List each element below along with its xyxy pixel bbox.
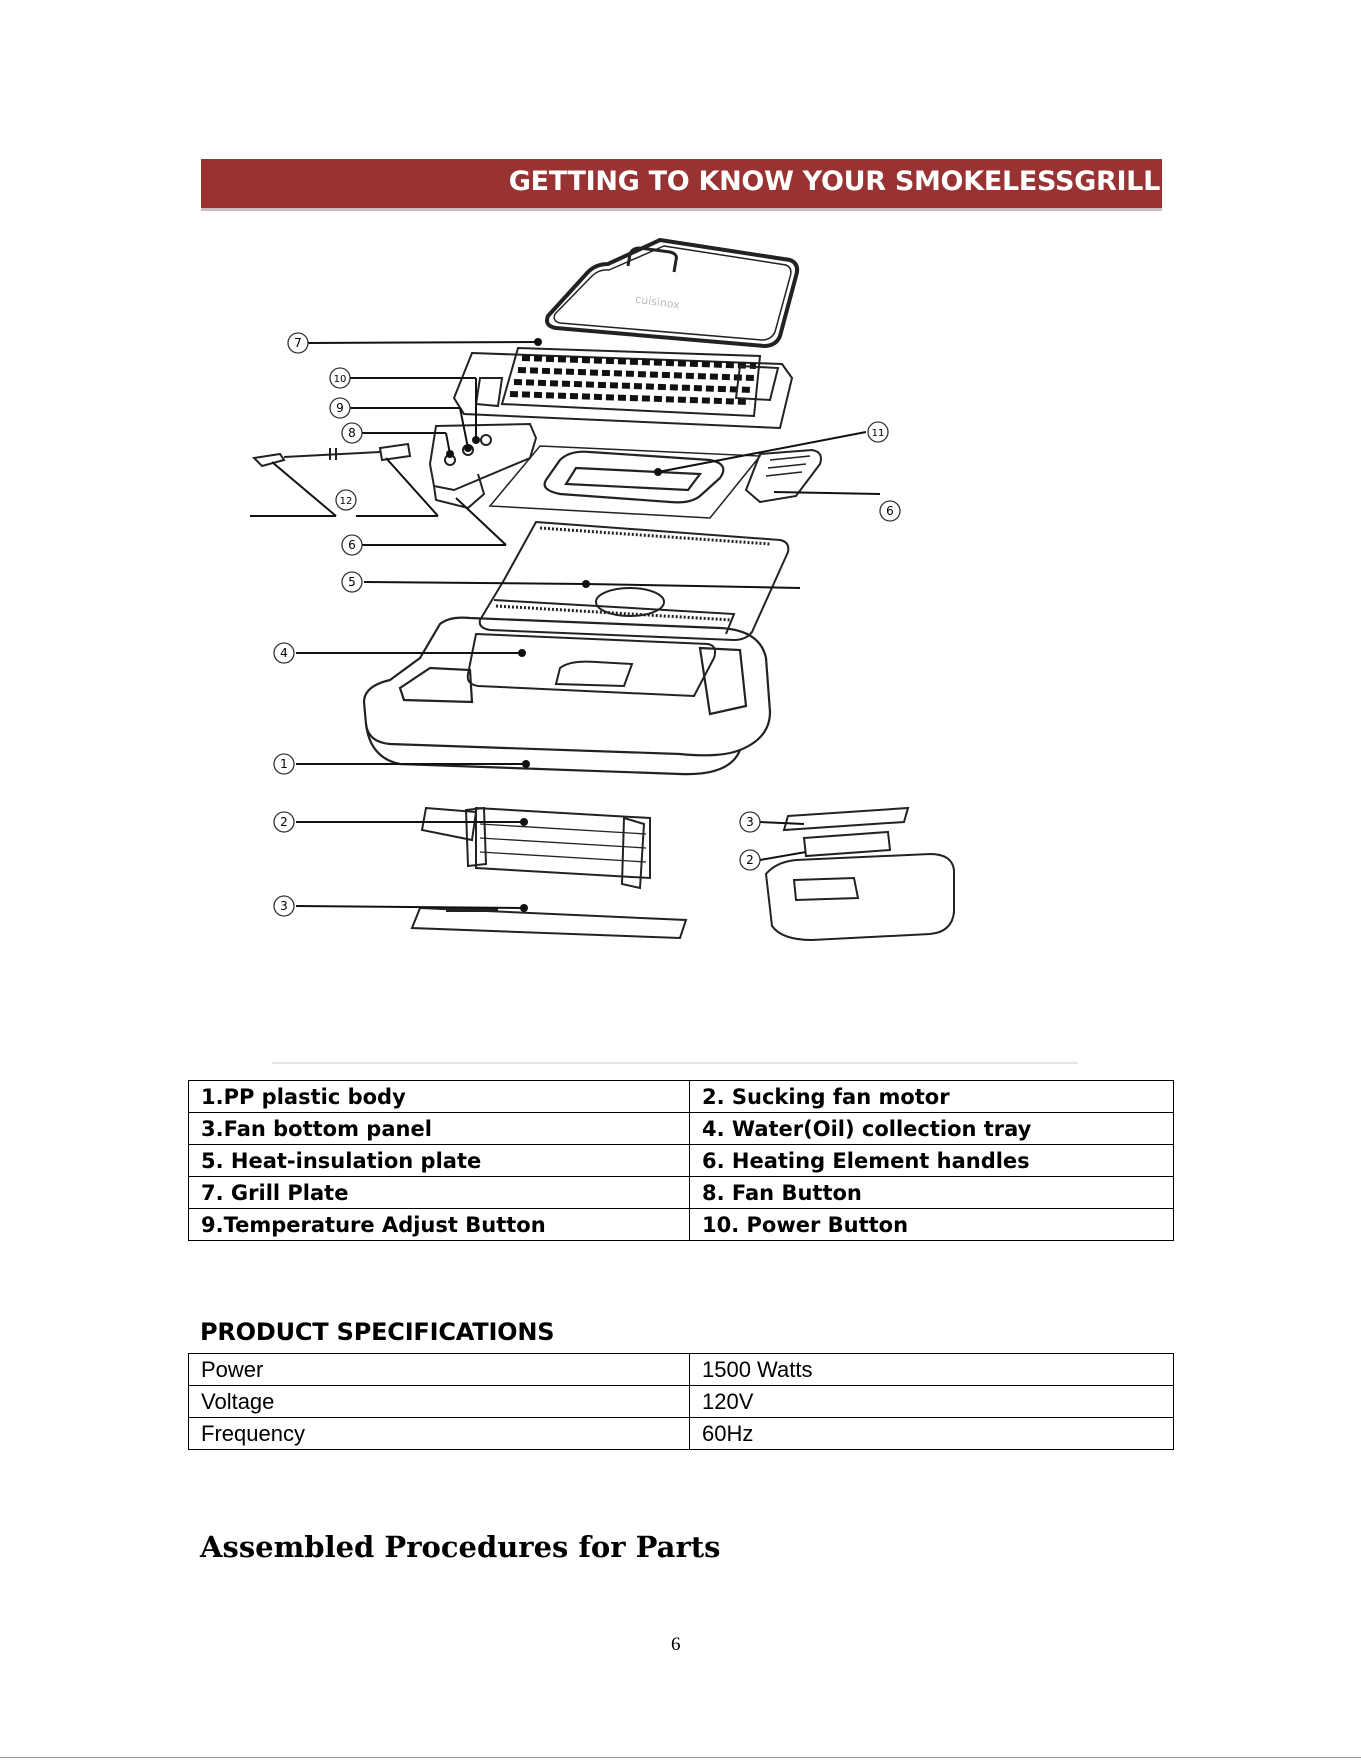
callout-11 <box>868 422 888 442</box>
callout-8 <box>342 423 362 443</box>
table-row <box>189 1177 1174 1209</box>
svg-text:11: 11 <box>871 428 885 439</box>
section-banner <box>201 159 1162 208</box>
table-cell: 2. Sucking fan motor <box>690 1081 1174 1113</box>
exploded-parts-diagram <box>240 228 1120 1068</box>
table-cell: 1.PP plastic body <box>189 1081 690 1113</box>
assembled-base-view <box>766 808 954 940</box>
callout-3-right <box>740 812 760 832</box>
callout-9 <box>330 398 350 418</box>
fan-motor <box>422 808 650 888</box>
callout-2-right <box>740 850 760 870</box>
oil-collection-tray <box>468 634 715 696</box>
plastic-body <box>364 618 770 775</box>
svg-text:6: 6 <box>886 504 894 518</box>
table-cell: 120V <box>690 1386 1174 1418</box>
table-row <box>189 1081 1174 1113</box>
callout-6-left <box>342 535 362 555</box>
table-row <box>189 1418 1174 1450</box>
heating-element <box>490 446 760 518</box>
callout-2-left <box>274 812 294 832</box>
table-row <box>189 1386 1174 1418</box>
callout-12 <box>336 490 356 510</box>
table-cell: 8. Fan Button <box>690 1177 1174 1209</box>
svg-text:10: 10 <box>333 374 347 385</box>
lid-logo: cuisinox <box>634 292 681 312</box>
svg-text:3: 3 <box>746 815 754 829</box>
table-row <box>189 1145 1174 1177</box>
table-cell: 60Hz <box>690 1418 1174 1450</box>
table-cell: 9.Temperature Adjust Button <box>189 1209 690 1241</box>
page-number: 6 <box>671 1634 681 1655</box>
callout-7 <box>288 333 308 353</box>
table-cell: Power <box>189 1354 690 1386</box>
svg-text:9: 9 <box>336 401 344 415</box>
callout-10 <box>330 368 350 388</box>
glass-lid <box>547 240 797 346</box>
table-row <box>189 1354 1174 1386</box>
svg-text:4: 4 <box>280 646 288 660</box>
table-cell: Voltage <box>189 1386 690 1418</box>
svg-text:3: 3 <box>280 899 288 913</box>
page-bottom-rule <box>0 1757 1361 1758</box>
callout-1 <box>274 754 294 774</box>
table-cell: 3.Fan bottom panel <box>189 1113 690 1145</box>
table-cell: 1500 Watts <box>690 1354 1174 1386</box>
svg-text:2: 2 <box>280 815 288 829</box>
section-title: GETTING TO KNOW YOUR SMOKELESSGRILL <box>508 166 1160 197</box>
svg-text:1: 1 <box>280 757 288 771</box>
table-cell: 6. Heating Element handles <box>690 1145 1174 1177</box>
heat-insulation-plate <box>480 522 789 640</box>
svg-text:2: 2 <box>746 853 754 867</box>
table-cell: 10. Power Button <box>690 1209 1174 1241</box>
callout-5 <box>342 572 362 592</box>
parts-table <box>188 1080 1174 1241</box>
svg-text:7: 7 <box>294 336 302 350</box>
table-row <box>189 1209 1174 1241</box>
table-cell: 4. Water(Oil) collection tray <box>690 1113 1174 1145</box>
assembled-procedures-heading: Assembled Procedures for Parts <box>200 1530 721 1564</box>
svg-text:12: 12 <box>339 496 353 507</box>
heating-element-handle-right <box>746 450 821 502</box>
svg-text:6: 6 <box>348 538 356 552</box>
grill-plate <box>454 348 792 428</box>
specifications-heading: PRODUCT SPECIFICATIONS <box>200 1318 555 1346</box>
table-cell: 7. Grill Plate <box>189 1177 690 1209</box>
table-cell: 5. Heat-insulation plate <box>189 1145 690 1177</box>
callout-4 <box>274 643 294 663</box>
table-row <box>189 1113 1174 1145</box>
table-cell: Frequency <box>189 1418 690 1450</box>
svg-text:5: 5 <box>348 575 356 589</box>
diagram-baseline <box>272 1062 1078 1064</box>
callout-6-right <box>880 501 900 521</box>
power-cord <box>254 444 410 466</box>
specifications-table <box>188 1353 1174 1450</box>
fan-bottom-panel <box>412 908 686 938</box>
svg-text:8: 8 <box>348 426 356 440</box>
callout-3-left <box>274 896 294 916</box>
